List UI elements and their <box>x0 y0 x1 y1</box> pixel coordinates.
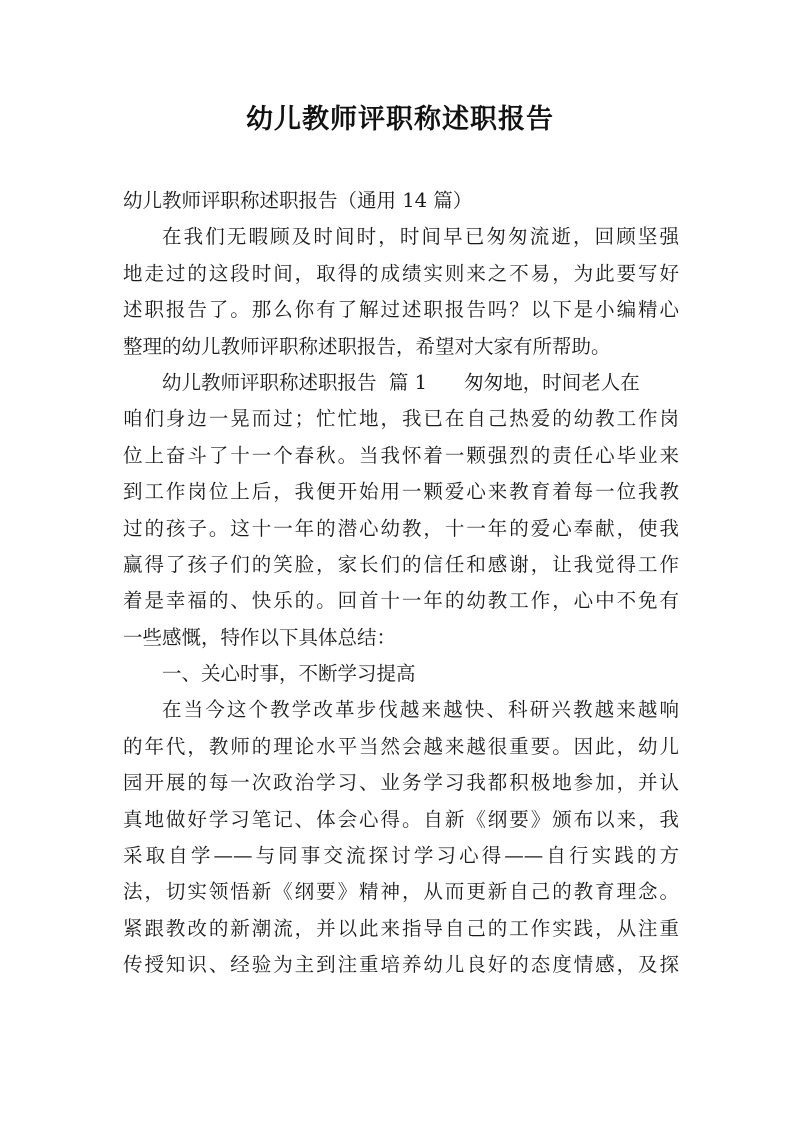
document-body <box>123 183 679 984</box>
body-line: 述职报告了。那么你有了解过述职报告吗？以下是小编精心 <box>123 298 679 322</box>
body-line: 过的孩子。这十一年的潜心幼教，十一年的爱心奉献，使我 <box>123 516 679 540</box>
body-line: 位上奋斗了十一个春秋。当我怀着一颗强烈的责任心毕业来 <box>123 443 679 467</box>
body-line: 法，切实领悟新《纲要》精神，从而更新自己的教育理念。 <box>123 880 679 904</box>
body-line: 传授知识、经验为主到注重培养幼儿良好的态度情感，及探 <box>123 953 679 977</box>
body-line: 一些感慨，特作以下具体总结： <box>123 625 397 649</box>
body-line: 真地做好学习笔记、体会心得。自新《纲要》颁布以来，我 <box>123 807 679 831</box>
body-line: 咱们身边一晃而过；忙忙地，我已在自己热爱的幼教工作岗 <box>123 407 679 431</box>
body-line: 紧跟教改的新潮流，并以此来指导自己的工作实践，从注重 <box>123 916 679 940</box>
body-line: 着是幸福的、快乐的。回首十一年的幼教工作，心中不免有 <box>123 589 679 613</box>
document-title: 幼儿教师评职称述职报告 <box>246 104 554 135</box>
body-line: 幼儿教师评职称述职报告（通用 14 篇） <box>123 189 473 212</box>
body-line: 整理的幼儿教师评职称述职报告，希望对大家有所帮助。 <box>123 334 611 358</box>
body-line: 在当今这个教学改革步伐越来越快、科研兴教越来越响 <box>162 698 679 722</box>
body-line: 在我们无暇顾及时间时，时间早已匆匆流逝，回顾坚强 <box>162 225 679 249</box>
body-line: 一、关心时事，不断学习提高 <box>162 662 416 686</box>
body-line: 的年代，教师的理论水平当然会越来越很重要。因此，幼儿 <box>123 734 679 758</box>
body-line: 采取自学——与同事交流探讨学习心得——自行实践的方 <box>123 844 679 868</box>
body-line: 幼儿教师评职称述职报告 篇 1 匆匆地，时间老人在 <box>162 370 640 394</box>
body-line: 到工作岗位上后，我便开始用一颗爱心来教育着每一位我教 <box>123 480 679 504</box>
body-line: 园开展的每一次政治学习、业务学习我都积极地参加，并认 <box>123 771 679 795</box>
body-line: 地走过的这段时间，取得的成绩实则来之不易，为此要写好 <box>123 261 679 285</box>
body-line: 赢得了孩子们的笑脸，家长们的信任和感谢，让我觉得工作 <box>123 552 679 576</box>
